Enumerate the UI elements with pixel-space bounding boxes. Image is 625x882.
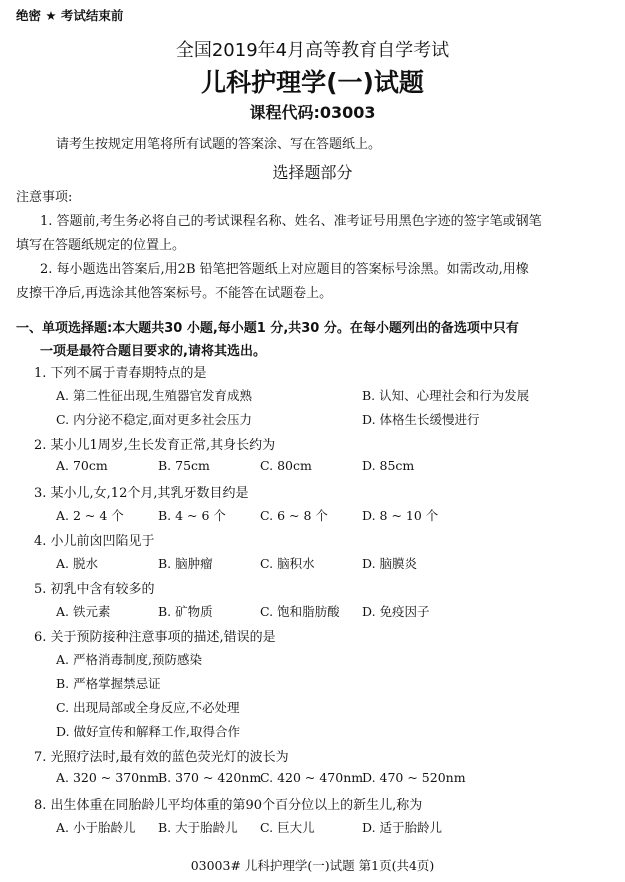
note-2-line-1: 2. 每小题选出答案后,用2B 铅笔把答题纸上对应题目的答案标号涂黑。如需改动,用橡 [40, 262, 529, 277]
question-2-option-d: D. 85cm [362, 458, 415, 473]
notes-heading: 注意事项: [16, 190, 73, 205]
question-2-option-a: A. 70cm [56, 458, 108, 473]
question-6-option-b: B. 严格掌握禁忌证 [56, 676, 161, 691]
note-2-line-2: 皮擦干净后,再选涂其他答案标号。不能答在试题卷上。 [16, 286, 333, 301]
question-6-stem: 6. 关于预防接种注意事项的描述,错误的是 [34, 630, 276, 645]
question-4-option-b: B. 脑肿瘤 [158, 556, 213, 571]
question-1-option-c: C. 内分泌不稳定,面对更多社会压力 [56, 412, 253, 427]
question-8-option-c: C. 巨大儿 [260, 820, 315, 835]
question-4-option-a: A. 脱水 [56, 556, 98, 571]
intro-text: 请考生按规定用笔将所有试题的答案涂、写在答题纸上。 [56, 137, 382, 152]
question-2-stem: 2. 某小儿1周岁,生长发育正常,其身长约为 [34, 438, 276, 453]
question-1-option-d: D. 体格生长缓慢进行 [362, 412, 480, 427]
question-4-option-c: C. 脑积水 [260, 556, 315, 571]
question-5-stem: 5. 初乳中含有较多的 [34, 582, 155, 597]
question-2-option-c: C. 80cm [260, 458, 312, 473]
note-1-line-1: 1. 答题前,考生务必将自己的考试课程名称、姓名、准考证号用黑色字迹的签字笔或钢笔 [40, 214, 542, 229]
question-1-option-a: A. 第二性征出现,生殖器官发育成熟 [56, 388, 252, 403]
exam-title: 全国2019年4月高等教育自学考试 [175, 40, 450, 61]
question-4-option-d: D. 脑膜炎 [362, 556, 418, 571]
question-7-stem: 7. 光照疗法时,最有效的蓝色荧光灯的波长为 [34, 750, 289, 765]
question-1-option-b: B. 认知、心理社会和行为发展 [362, 388, 530, 403]
question-1-stem: 1. 下列不属于青春期特点的是 [34, 366, 207, 381]
question-2-option-b: B. 75cm [158, 458, 210, 473]
part-1-heading-line-2: 一项是最符合题目要求的,请将其选出。 [40, 344, 266, 359]
question-8-stem: 8. 出生体重在同胎龄儿平均体重的第90个百分位以上的新生儿,称为 [34, 798, 423, 813]
question-7-option-a: A. 320 ~ 370nm [56, 770, 160, 785]
question-8-option-d: D. 适于胎龄儿 [362, 820, 443, 835]
subject-title: 儿科护理学(一)试题 [201, 68, 424, 97]
confidential-label: 绝密 ★ 考试结束前 [16, 8, 124, 23]
question-7-option-c: C. 420 ~ 470nm [260, 770, 364, 785]
question-8-option-b: B. 大于胎龄儿 [158, 820, 238, 835]
question-6-option-d: D. 做好宣传和解释工作,取得合作 [56, 724, 240, 739]
question-3-stem: 3. 某小儿,女,12个月,其乳牙数目约是 [34, 486, 249, 501]
question-5-option-a: A. 铁元素 [56, 604, 111, 619]
question-3-option-d: D. 8 ~ 10 个 [362, 508, 439, 523]
section-title: 选择题部分 [272, 163, 353, 182]
note-1-line-2: 填写在答题纸规定的位置上。 [16, 238, 186, 253]
question-4-stem: 4. 小儿前囟凹陷见于 [34, 534, 155, 549]
course-code: 课程代码:03003 [249, 103, 376, 122]
question-5-option-d: D. 免疫因子 [362, 604, 430, 619]
question-6-option-a: A. 严格消毒制度,预防感染 [56, 652, 202, 667]
part-1-heading-line-1: 一、单项选择题:本大题共30 小题,每小题1 分,共30 分。在每小题列出的备选项中只有 [16, 321, 519, 336]
question-5-option-b: B. 矿物质 [158, 604, 213, 619]
question-7-option-d: D. 470 ~ 520nm [362, 770, 466, 785]
page-footer: 03003# 儿科护理学(一)试题 第1页(共4页) [190, 858, 435, 873]
question-3-option-a: A. 2 ~ 4 个 [56, 508, 124, 523]
question-3-option-b: B. 4 ~ 6 个 [158, 508, 226, 523]
question-5-option-c: C. 饱和脂肪酸 [260, 604, 340, 619]
question-8-option-a: A. 小于胎龄儿 [56, 820, 136, 835]
question-7-option-b: B. 370 ~ 420nm [158, 770, 262, 785]
question-6-option-c: C. 出现局部或全身反应,不必处理 [56, 700, 240, 715]
question-3-option-c: C. 6 ~ 8 个 [260, 508, 328, 523]
